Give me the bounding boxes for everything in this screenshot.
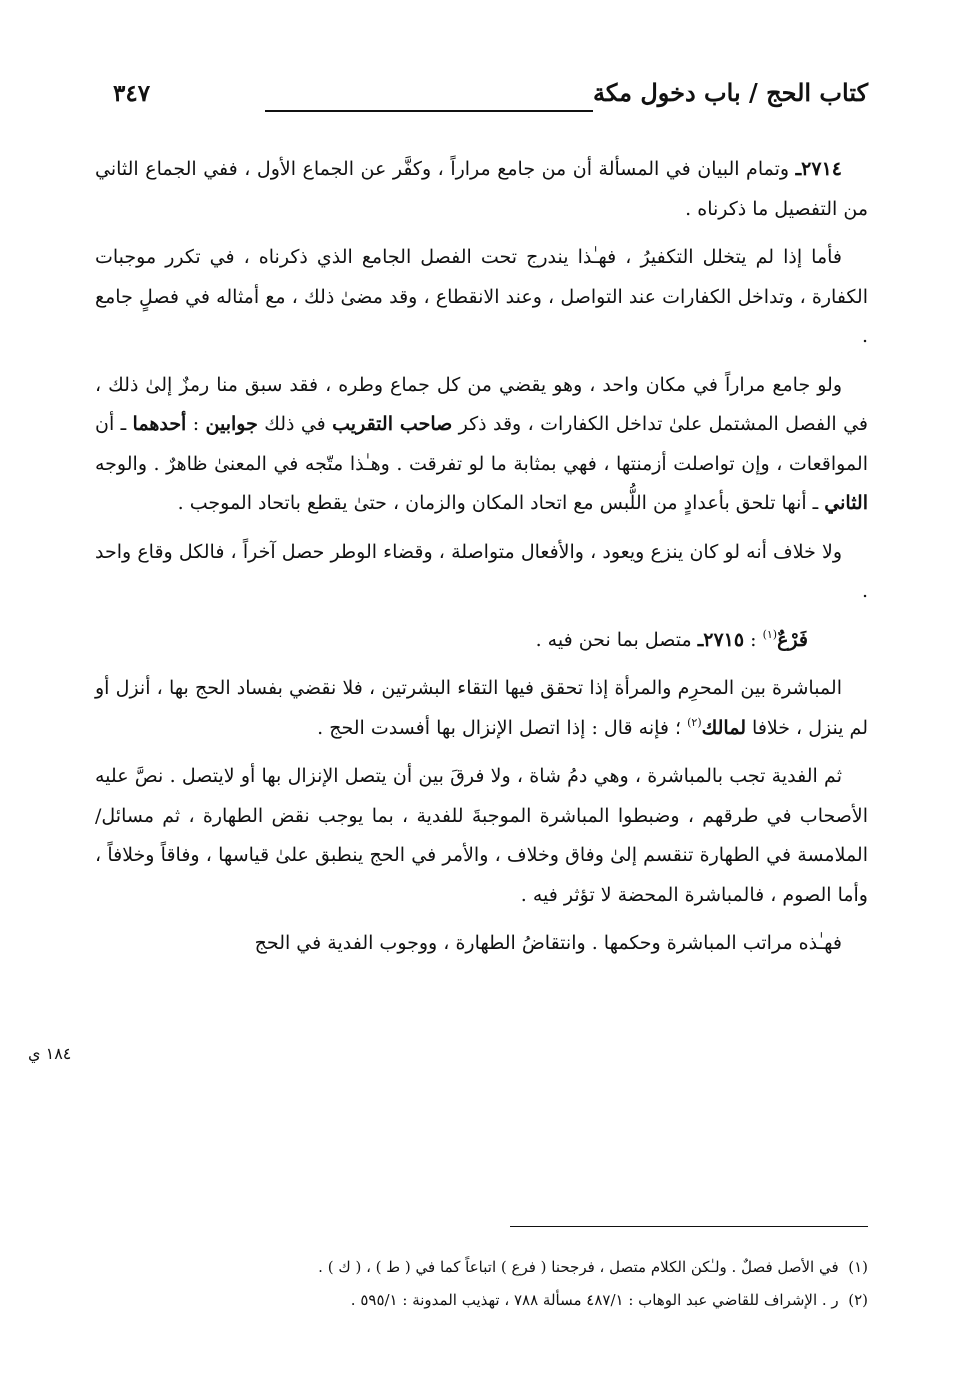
running-title: كتاب الحج / باب دخول مكة	[592, 78, 868, 107]
paragraph: ولا خلاف أنه لو كان ينزع ويعود ، والأفعال متواصلة ، وقضاء الوطر حصل آخراً ، فالكل وقاع واحد .	[95, 540, 868, 602]
paragraph: ولو جامع مراراً في مكان واحد ، وهو يقضي من كل جماع وطره ، فقد سبق منا رمزٌ إلىٰ ذلك ، في الفصل المشتمل علىٰ تداخل الكفارات ، وقد ذكر صاحب التقريب في ذلك جوابين : أحدهما ـ أن المواقعات ، وإن تواصلت أزمنتها ، فهي بمثابة ما لو تفرقت . وهـٰذا متّجه في المعنىٰ ظاهرٌ . والوجه الثاني ـ أنها تلحق بأعدادٍ من اللُّبس مع اتحاد المكان والزمان ، حتىٰ يقطع باتحاد الموجب .	[95, 373, 868, 514]
footnote-ref: (١)	[762, 627, 778, 641]
branch-word: فَرْعٌ	[777, 628, 808, 651]
footnote-text: في الأصل فصلٌ . ولـٰكن الكلام متصل ، فرجحنا ( فرع ) اتباعاً كما في ( ط ) ، ( ك ) .	[318, 1258, 839, 1276]
paragraph: المباشرة بين المحرِم والمرأة إذا تحقق فيها التقاء البشرتين ، فلا نقضي بفساد الحج بها ، أنزل أو لم ينزل ، خلافا لمالك$^{(٢)}$ ؛ فإنه قال : إذا اتصل الإنزال بها أفسدت الحج .	[95, 677, 868, 739]
paragraph: ثم الفدية تجب بالمباشرة ، وهي دمُ شاة ، ولا فرقَ بين أن يتصل الإنزال بها أو لايتصل . نصَّ عليه الأصحاب في طرقهم ، وضبطوا المباشرة الموجبةَ للفدية ، بما يوجب نقض الطهارة ، ثم مسائل/ الملامسة في الطهارة تنقسم إلىٰ وفاق وخلاف ، والأمر في الحج ينطبق علىٰ قياسها ، وفاقاً وخلافاً ، وأما الصوم ، فالمباشرة المحضة لا تؤثر فيه .	[95, 765, 869, 906]
bold-term: صاحب التقريب	[332, 413, 453, 435]
bold-term: أحدهما	[132, 413, 187, 435]
paragraph: فأما إذا لم يتخلل التكفيرُ ، فهـٰذا يندرج تحت الفصل الجامع الذي ذكرناه ، في تكرر موجبات الكفارة ، وتداخل الكفارات عند التواصل ، وعند الانقطاع ، وقد مضىٰ ذلك ، مع أمثاله في فصلٍ جامع .	[95, 246, 868, 347]
footnote-rule	[510, 1226, 868, 1227]
bold-term: لمالك	[701, 716, 746, 739]
footnote-number: (١)	[848, 1258, 868, 1276]
footnote-text: ر . الإشراف للقاضي عبد الوهاب : ٤٨٧/١ مسألة ٧٨٨ ، تهذيب المدونة : ٥٩٥/١ .	[350, 1291, 839, 1309]
paragraph-2714: ٢٧١٤ـ وتمام البيان في المسألة أن من جامع مراراً ، وكفَّر عن الجماع الأول ، ففي الجماع الثاني من التفصيل ما ذكرناه .	[95, 158, 868, 220]
footnote-number: (٢)	[848, 1291, 868, 1309]
bold-term: الثاني	[824, 492, 868, 514]
footnote-ref: (٢)	[687, 715, 702, 729]
main-text	[95, 150, 868, 973]
issue-number: ٢٧١٤ـ	[795, 158, 842, 180]
footnotes	[95, 1251, 868, 1317]
paragraph: فهـٰذه مراتب المباشرة وحكمها . وانتقاضُ الطهارة ، ووجوب الفدية في الحج	[254, 932, 842, 954]
header-rule	[265, 110, 593, 112]
bold-term: جوابين	[205, 413, 258, 435]
footnote-item	[95, 1284, 868, 1317]
issue-number: ٢٧١٥ـ	[697, 628, 745, 651]
manuscript-margin-note: ١٨٤ ي	[28, 1044, 72, 1063]
running-header	[95, 78, 868, 124]
branch-heading: فَرْعٌ$^{(١)}$ : ٢٧١٥ـ متصل بما نحن فيه .	[535, 627, 808, 651]
page-number: ٣٤٧	[113, 80, 151, 107]
footnote-item	[95, 1251, 868, 1284]
